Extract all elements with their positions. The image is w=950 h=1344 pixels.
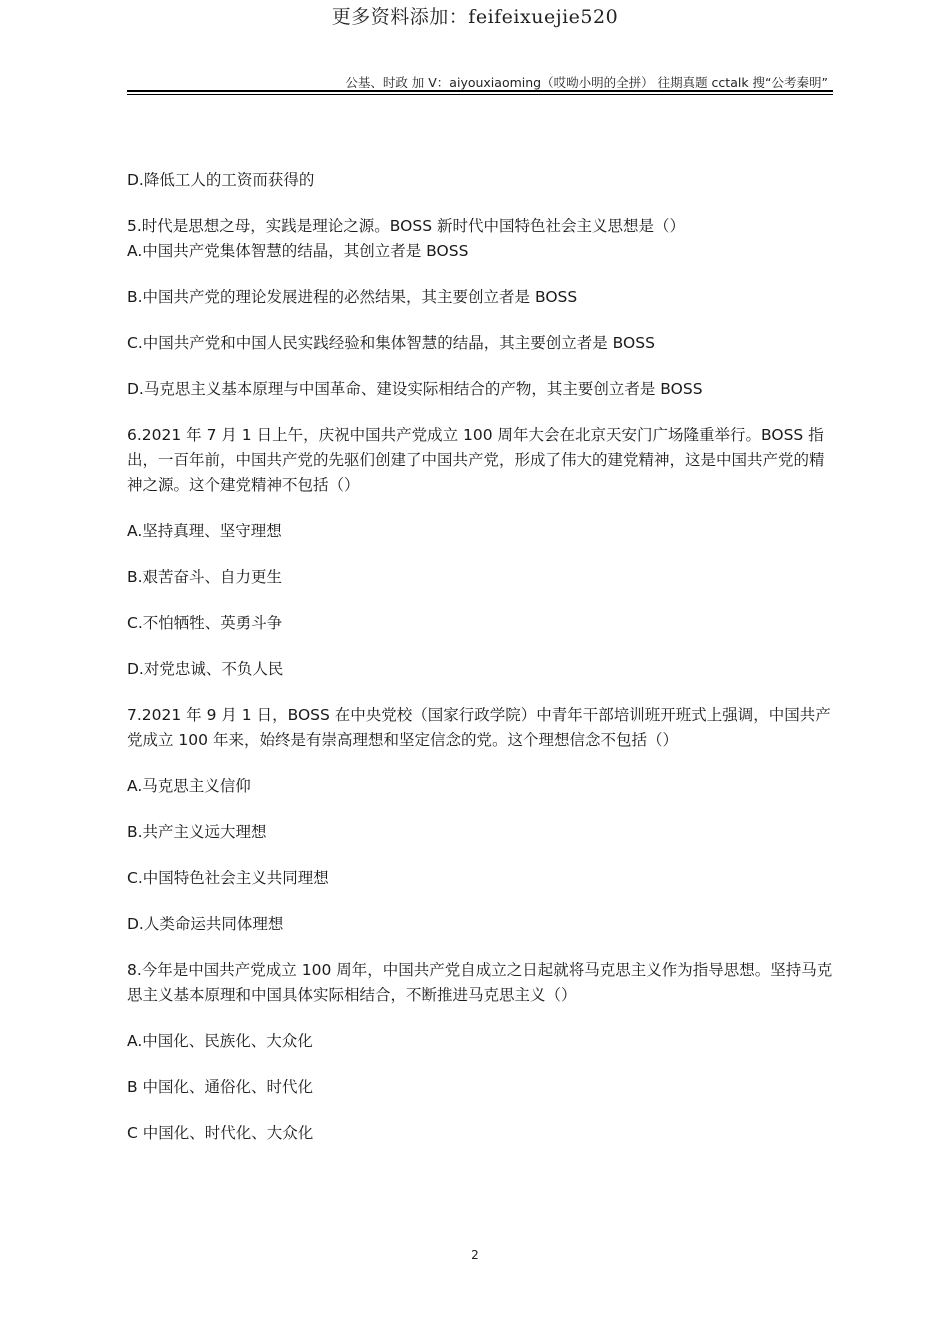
option-item: C.中国特色社会主义共同理想: [127, 869, 329, 887]
option-item: C 中国化、时代化、大众化: [127, 1124, 314, 1142]
option-item: B.共产主义远大理想: [127, 823, 267, 841]
option-item: C.不怕牺牲、英勇斗争: [127, 614, 283, 632]
option-item: D.人类命运共同体理想: [127, 915, 284, 933]
option-item: A.坚持真理、坚守理想: [127, 522, 282, 540]
option-item: B.艰苦奋斗、自力更生: [127, 568, 283, 586]
page-header: 公基、时政 加 V：aiyouxiaoming（哎呦小明的全拼） 往期真题 cctalk 搜“公考秦明”: [345, 75, 828, 90]
option-item: D.降低工人的工资而获得的: [127, 171, 315, 189]
page-number: 2: [471, 1248, 479, 1262]
header-rule: [127, 90, 833, 95]
option-item: C.中国共产党和中国人民实践经验和集体智慧的结晶，其主要创立者是 BOSS: [127, 334, 655, 352]
option-item: D.马克思主义基本原理与中国革命、建设实际相结合的产物，其主要创立者是 BOSS: [127, 380, 703, 398]
question-text: 8.今年是中国共产党成立 100 周年，中国共产党自成立之日起就将马克思主义作为指导思想。坚持马克思主义基本原理和中国具体实际相结合，不断推进马克思主义（）: [127, 961, 833, 1004]
question-text: 5.时代是思想之母，实践是理论之源。BOSS 新时代中国特色社会主义思想是（）: [127, 217, 685, 235]
option-item: D.对党忠诚、不负人民: [127, 660, 284, 678]
top-watermark: 更多资料添加：feifeixuejie520: [331, 6, 619, 28]
option-item: B 中国化、通俗化、时代化: [127, 1078, 314, 1096]
option-item: B.中国共产党的理论发展进程的必然结果，其主要创立者是 BOSS: [127, 288, 578, 306]
document-body: [127, 168, 835, 1167]
option-item: A.中国共产党集体智慧的结晶，其创立者是 BOSS: [127, 242, 469, 260]
option-item: A.马克思主义信仰: [127, 777, 251, 795]
option-item: A.中国化、民族化、大众化: [127, 1032, 313, 1050]
question-text: 6.2021 年 7 月 1 日上午，庆祝中国共产党成立 100 周年大会在北京天安门广场隆重举行。BOSS 指出，一百年前，中国共产党的先驱们创建了中国共产党，形成了伟大的建党精神，这是中国共产党的精神之源。这个建党精神不包括（）: [127, 426, 825, 494]
question-text: 7.2021 年 9 月 1 日，BOSS 在中央党校（国家行政学院）中青年干部培训班开班式上强调，中国共产党成立 100 年来，始终是有崇高理想和坚定信念的党。这个理想信念不包括（）: [127, 706, 831, 749]
